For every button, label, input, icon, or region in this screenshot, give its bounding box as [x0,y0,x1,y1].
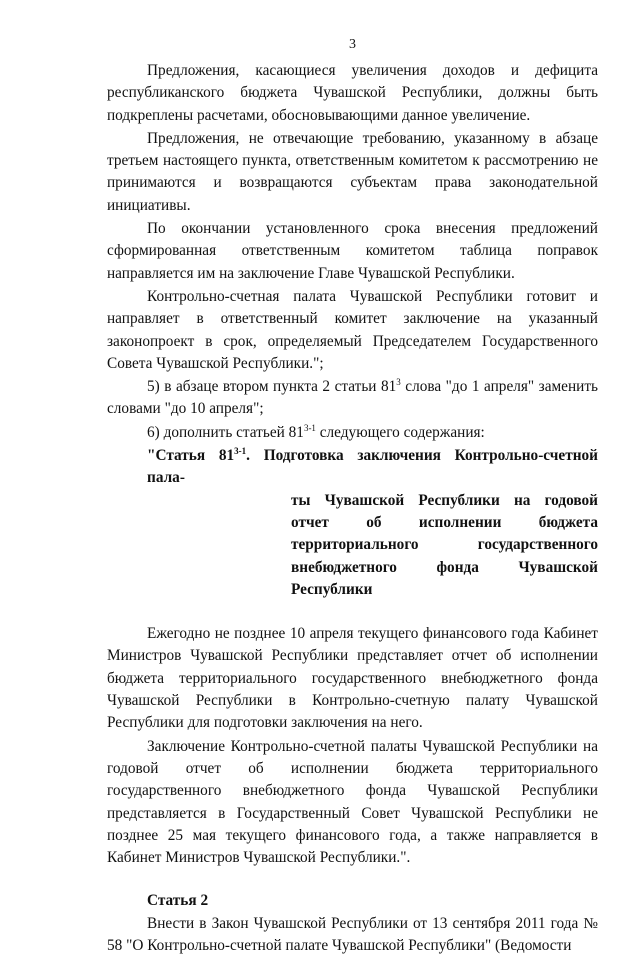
paragraph-annual-report: Ежегодно не позднее 10 апреля текущего финансового года Кабинет Министров Чувашской Республики представляет отчет об исполнении бюджета территориального государственного внебюджетного фонда Чувашской Республики в Контрольно-счетную палату Чувашской Республики для подготовки заключения на него. [107,625,598,732]
item-5-sup: 3 [396,377,401,388]
paragraph-revenue-proposals: Предложения, касающиеся увеличения доходов и дефицита республиканского бюджета Чувашской Республики, должны быть подкреплены расчетами, обосновывающими данное увеличение. [107,62,598,124]
page-number: 3 [349,37,356,52]
article-label-sup: 3-1 [234,446,247,457]
spacer [107,601,598,623]
item-6-text-before: 6) дополнить статьей 81 [147,423,304,441]
article-title-line1: Подготовка заключения Контрольно-счетной пала- [147,447,598,487]
paragraph-conclusion-submission: Заключение Контрольно-счетной палаты Чувашской Республики на годовой отчет об исполнении бюджета территориального государственного внебюджетного фонда Чувашской Республики представляется в Государственный Совет Чувашской Республики не позднее 25 мая текущего финансового года, а также направляется в Кабинет Министров Чувашской Республики.". [107,737,598,867]
spacer [107,870,598,890]
item-6-text-after: следующего содержания: [315,423,485,441]
article-label-before: "Статья 81 [147,447,235,465]
item-6-sup: 3-1 [303,422,316,433]
item-5 [107,376,598,421]
article-2-heading: Статья 2 [147,892,209,910]
item-6 [107,422,598,444]
article-label-after: . [246,447,250,465]
paragraph-noncompliant-proposals: Предложения, не отвечающие требованию, указанному в абзаце третьем настоящего пункта, ответственным комитетом к рассмотрению не принимаются и возвращаются субъектам права законодательной инициативы. [107,129,598,214]
item-5-text-before: 5) в абзаце втором пункта 2 статьи 81 [147,378,397,396]
item-5-text-after: слова "до 1 апреля" заменить словами "до 10 апреля"; [107,378,598,418]
article-81-3-1-heading [107,445,598,490]
paragraph-amendments-table: По окончании установленного срока внесения предложений сформированная ответственным комитетом таблица поправок направляется им на заключение Главе Чувашской Республики. [107,220,598,282]
paragraph-audit-chamber-conclusion: Контрольно-счетная палата Чувашской Республики готовит и направляет в ответственный комитет заключение на указанный законопроект в срок, определяемый Председателем Государственного Совета Чувашской Республики."; [107,287,598,372]
article-81-3-1-title-continuation: ты Чувашской Республики на годовой отчет об исполнении бюджета территориального государственного внебюджетного фонда Чувашской Республики [291,491,598,598]
article-2-text: Внести в Закон Чувашской Республики от 13 сентября 2011 года № 58 "О Контрольно-счетной палате Чувашской Республики" (Ведомости [107,914,598,954]
